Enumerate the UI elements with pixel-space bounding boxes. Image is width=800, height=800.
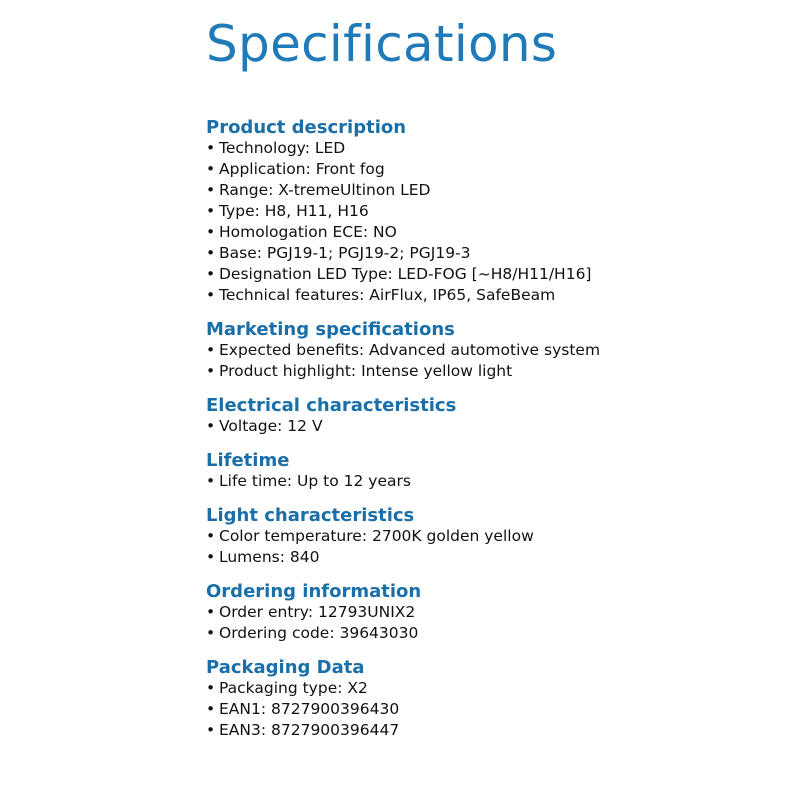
spec-item-text: Range: X-tremeUltinon LED (219, 181, 431, 199)
spec-item-text: Life time: Up to 12 years (219, 472, 411, 490)
bullet-icon: • (206, 286, 216, 304)
bullet-icon: • (206, 679, 216, 697)
bullet-icon: • (206, 548, 216, 566)
section-product-description (206, 117, 796, 306)
spec-list (206, 340, 796, 382)
bullet-icon: • (206, 202, 216, 220)
section-title: Ordering information (206, 581, 422, 602)
spec-item (206, 180, 796, 201)
spec-item (206, 201, 796, 222)
bullet-icon: • (206, 244, 216, 262)
section-light-characteristics (206, 505, 796, 568)
spec-item (206, 547, 796, 568)
bullet-icon: • (206, 417, 216, 435)
spec-list (206, 416, 796, 437)
spec-item-text: Packaging type: X2 (219, 679, 368, 697)
spec-item (206, 243, 796, 264)
bullet-icon: • (206, 721, 216, 739)
section-title: Marketing specifications (206, 319, 455, 340)
spec-content (206, 117, 796, 754)
spec-item-text: Technical features: AirFlux, IP65, SafeBeam (219, 286, 556, 304)
spec-item (206, 416, 796, 437)
spec-item (206, 623, 796, 644)
bullet-icon: • (206, 223, 216, 241)
spec-item-text: Voltage: 12 V (219, 417, 323, 435)
spec-item-text: EAN3: 8727900396447 (219, 721, 400, 739)
spec-item (206, 361, 796, 382)
spec-item-text: Base: PGJ19-1; PGJ19-2; PGJ19-3 (219, 244, 471, 262)
spec-item-text: Product highlight: Intense yellow light (219, 362, 513, 380)
bullet-icon: • (206, 700, 216, 718)
spec-item (206, 285, 796, 306)
spec-item-text: Homologation ECE: NO (219, 223, 397, 241)
spec-item (206, 264, 796, 285)
bullet-icon: • (206, 603, 216, 621)
spec-list (206, 602, 796, 644)
bullet-icon: • (206, 472, 216, 490)
spec-item (206, 526, 796, 547)
spec-item (206, 159, 796, 180)
spec-item-text: Type: H8, H11, H16 (219, 202, 369, 220)
spec-item (206, 138, 796, 159)
section-marketing-specifications (206, 319, 796, 382)
spec-item-text: Technology: LED (219, 139, 346, 157)
spec-list (206, 138, 796, 306)
spec-item (206, 699, 796, 720)
page-title: Specifications (206, 15, 558, 73)
spec-item-text: Order entry: 12793UNIX2 (219, 603, 416, 621)
spec-item (206, 678, 796, 699)
section-title: Lifetime (206, 450, 290, 471)
spec-item-text: Ordering code: 39643030 (219, 624, 419, 642)
bullet-icon: • (206, 341, 216, 359)
bullet-icon: • (206, 265, 216, 283)
spec-item-text: EAN1: 8727900396430 (219, 700, 400, 718)
spec-item-text: Lumens: 840 (219, 548, 320, 566)
spec-item-text: Color temperature: 2700K golden yellow (219, 527, 534, 545)
bullet-icon: • (206, 624, 216, 642)
spec-item-text: Application: Front fog (219, 160, 385, 178)
spec-list (206, 678, 796, 741)
spec-item (206, 222, 796, 243)
spec-item (206, 602, 796, 623)
section-ordering-information (206, 581, 796, 644)
spec-list (206, 471, 796, 492)
spec-item (206, 471, 796, 492)
bullet-icon: • (206, 362, 216, 380)
bullet-icon: • (206, 160, 216, 178)
spec-item (206, 340, 796, 361)
section-title: Product description (206, 117, 407, 138)
spec-item-text: Expected benefits: Advanced automotive system (219, 341, 601, 359)
spec-item-text: Designation LED Type: LED-FOG [~H8/H11/H16] (219, 265, 592, 283)
section-title: Light characteristics (206, 505, 415, 526)
section-title: Electrical characteristics (206, 395, 457, 416)
section-title: Packaging Data (206, 657, 365, 678)
bullet-icon: • (206, 181, 216, 199)
bullet-icon: • (206, 139, 216, 157)
bullet-icon: • (206, 527, 216, 545)
spec-item (206, 720, 796, 741)
section-packaging-data (206, 657, 796, 741)
section-electrical-characteristics (206, 395, 796, 437)
section-lifetime (206, 450, 796, 492)
spec-list (206, 526, 796, 568)
